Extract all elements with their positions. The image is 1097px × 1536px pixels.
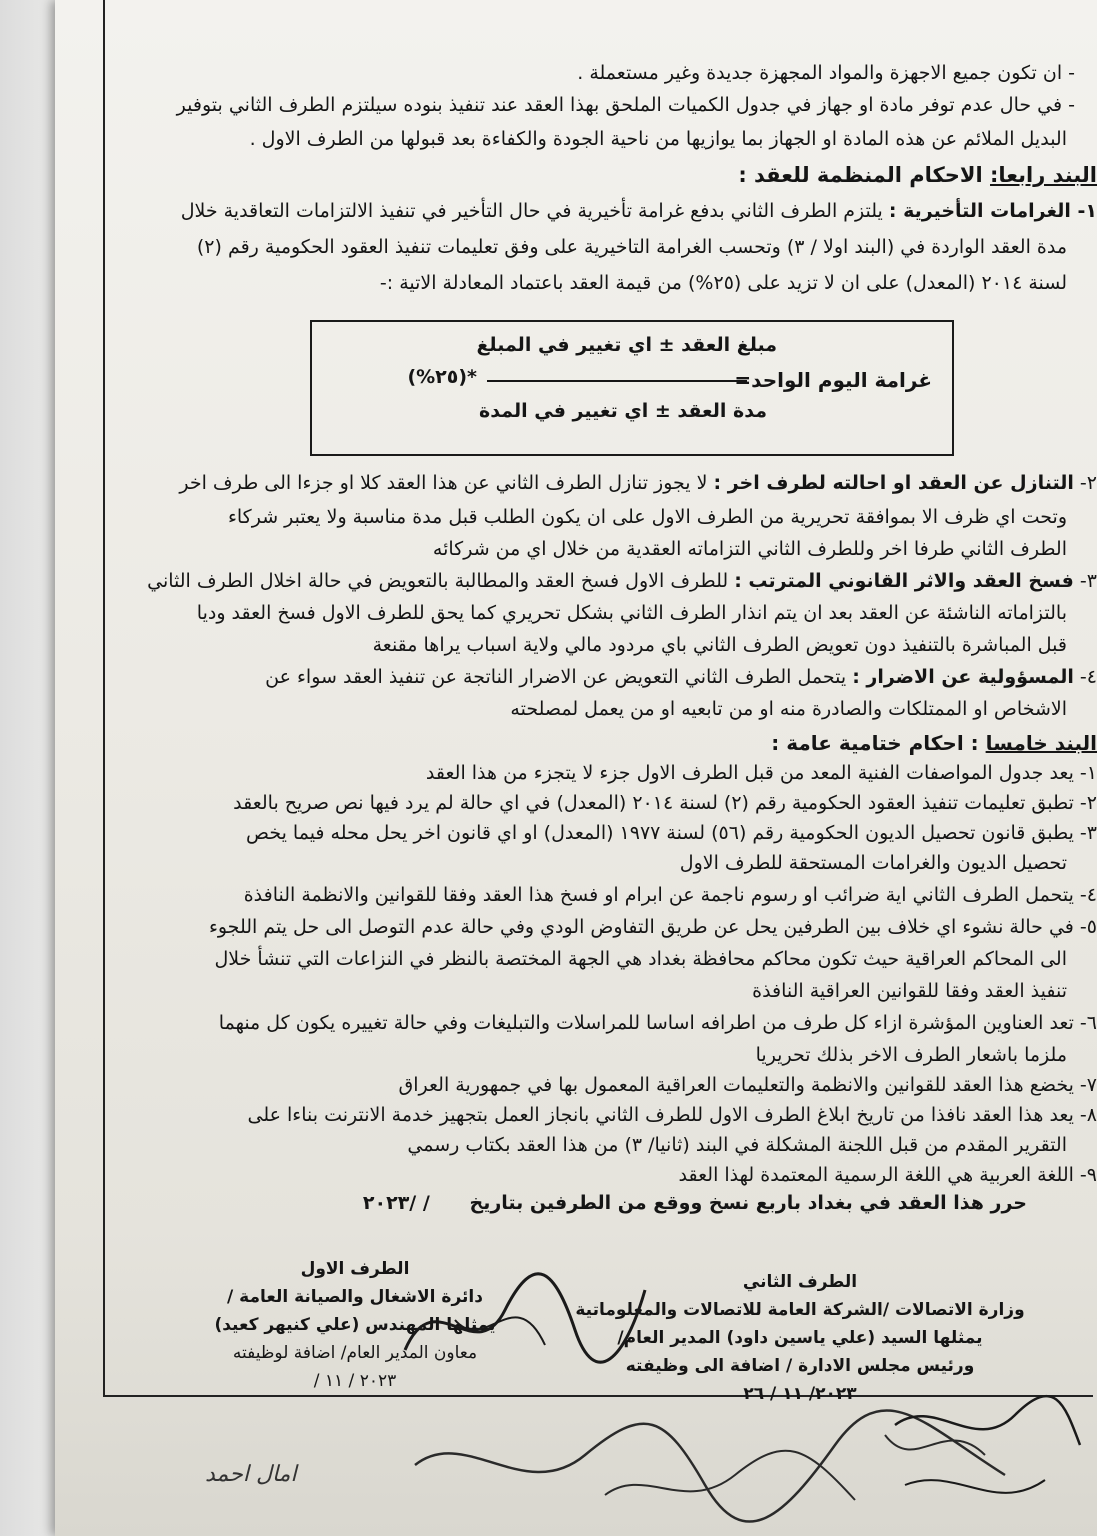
text-line: وتحت اي ظرف الا بموافقة تحريرية من الطرف الاول على ان يكون الطلب قبل مدة مناسبة ولا يعتبر شركاء bbox=[227, 506, 1067, 528]
signature-first-party bbox=[395, 1260, 655, 1380]
formula-multiplier: *(٢٥%) bbox=[407, 366, 477, 388]
clause4-heading bbox=[738, 160, 1097, 190]
closing-text: حرر هذا العقد في بغداد باربع نسخ ووقع من الطرفين بتاريخ bbox=[469, 1192, 1027, 1214]
party-second-line2: يمثلها السيد (علي ياسين داود) المدير العام/ bbox=[617, 1328, 983, 1348]
clause4-item4 bbox=[265, 662, 1097, 692]
clause5-line: ٥- في حالة نشوء اي خلاف بين الطرفين يحل عن طريق التفاوض الودي وفي حالة عدم التوصل الى حل يتم اللجوء bbox=[208, 916, 1097, 938]
formula-left-label: غرامة اليوم الواحد= bbox=[734, 368, 932, 392]
clause5-line: تحصيل الديون والغرامات المستحقة للطرف الاول bbox=[679, 852, 1067, 874]
clause5-line: ملزما باشعار الطرف الاخر بذلك تحريريا bbox=[755, 1044, 1067, 1066]
clause5-line: ٦- تعد العناوين المؤشرة ازاء كل طرف من اطرافه اساسا للمراسلات والتبليغات وفي حالة تغييره يكون كل منهما bbox=[218, 1012, 1097, 1034]
fraction-bar bbox=[487, 380, 747, 382]
party-first-line3: معاون المدير العام/ اضافة لوظيفته bbox=[232, 1343, 478, 1363]
clause5-line: ١- يعد جدول المواصفات الفنية المعد من قبل الطرف الاول جزء لا يتجزء من هذا العقد bbox=[425, 762, 1097, 784]
item-title: التنازل عن العقد او احالته لطرف اخر : bbox=[713, 472, 1074, 494]
formula-numerator: مبلغ العقد ± اي تغيير في المبلغ bbox=[476, 334, 777, 356]
clause4-heading-rest: الاحكام المنظمة للعقد : bbox=[738, 163, 991, 187]
text-line: لسنة ٢٠١٤ (المعدل) على ان لا تزيد على (٢٥%) من قيمة العقد باعتماد المعادلة الاتية :- bbox=[379, 272, 1067, 294]
party-second-line3: ورئيس مجلس الادارة / اضافة الى وظيفته bbox=[625, 1356, 975, 1376]
page-frame-left bbox=[103, 0, 105, 1395]
clause5-line: ٢- تطبق تعليمات تنفيذ العقود الحكومية رقم (٢) لسنة ٢٠١٤ (المعدل) في اي حالة لم يرد فيها نص صريح بالعقد bbox=[233, 792, 1097, 814]
clause5-line: الى المحاكم العراقية حيث تكون محاكم محافظة بغداد هي الجهة المختصة بالنظر في النزاعات التي تنشأ خلال bbox=[214, 948, 1067, 970]
clause5-heading-prefix: البند خامسا bbox=[985, 731, 1097, 755]
item-title: فسخ العقد والاثر القانوني المترتب : bbox=[734, 570, 1074, 592]
clause5-heading bbox=[771, 728, 1097, 758]
contract-page bbox=[55, 0, 1097, 1536]
item-text: لا يجوز تنازل الطرف الثاني عن هذا العقد كلا او جزءا الى طرف اخر bbox=[179, 472, 708, 494]
clause4-heading-prefix: البند رابعا: bbox=[990, 163, 1097, 187]
handwritten-note: امال احمد bbox=[205, 1462, 297, 1487]
text-line: الاشخاص او الممتلكات والصادرة منه او من تابعيه او من يعمل لمصلحته bbox=[510, 698, 1067, 720]
text-line: مدة العقد الواردة في (البند اولا / ٣) وتحسب الغرامة التاخيرية على وفق تعليمات تنفيذ العقود الحكومية رقم (٢) bbox=[196, 236, 1067, 258]
party-first-title: الطرف الاول bbox=[300, 1259, 410, 1279]
clause4-item3 bbox=[147, 566, 1097, 596]
clause4-item1 bbox=[181, 196, 1097, 226]
text-line: بالتزاماته الناشئة عن العقد بعد ان يتم انذار الطرف الثاني بشكل تحريري كما يحق للطرف الاول فسخ العقد وديا bbox=[196, 602, 1067, 624]
clause5-line: ٨- يعد هذا العقد نافذا من تاريخ ابلاغ الطرف الاول للطرف الثاني بانجاز العمل بتجهيز خدمة الانترنت بناءا على bbox=[247, 1104, 1097, 1126]
text-line: قبل المباشرة بالتنفيذ دون تعويض الطرف الثاني باي مردود مالي ولاية اسباب يراها مقنعة bbox=[372, 634, 1067, 656]
item-text: يتحمل الطرف الثاني التعويض عن الاضرار الناتجة عن تنفيذ العقد سواء عن bbox=[265, 666, 847, 688]
text-line: - في حال عدم توفر مادة او جهاز في جدول الكميات الملحق بهذا العقد عند تنفيذ بنوده سيلتزم الطرف الثاني بتوفير bbox=[176, 94, 1075, 116]
clause5-heading-rest: : احكام ختامية عامة : bbox=[771, 731, 986, 755]
item-number: ٤- bbox=[1079, 666, 1097, 688]
party-first-line1: دائرة الاشغال والصيانة العامة / bbox=[227, 1287, 483, 1307]
closing-statement bbox=[363, 1188, 1027, 1218]
clause5-line: تنفيذ العقد وفقا للقوانين العراقية النافذة bbox=[752, 980, 1067, 1002]
item-title: المسؤولية عن الاضرار : bbox=[852, 666, 1074, 688]
penalty-formula-box bbox=[310, 320, 954, 456]
text-line: - ان تكون جميع الاجهزة والمواد المجهزة جديدة وغير مستعملة . bbox=[577, 62, 1075, 84]
clause5-line: ٤- يتحمل الطرف الثاني اية ضرائب او رسوم ناجمة عن ابرام او فسخ هذا العقد وفقا للقوانين والانظمة النافذة bbox=[243, 884, 1097, 906]
clause5-line: ٣- يطبق قانون تحصيل الديون الحكومية رقم (٥٦) لسنة ١٩٧٧ (المعدل) او اي قانون اخر يحل محله فيما يخص bbox=[246, 822, 1097, 844]
clause4-item1-title: ١- الغرامات التأخيرية : bbox=[888, 200, 1097, 222]
party-second-date: ٢٠٢٣/ ١١ / ٢٦ bbox=[743, 1384, 857, 1404]
party-first-date: ٢٠٢٣ / ١١ / bbox=[313, 1371, 397, 1391]
item-text: للطرف الاول فسخ العقد والمطالبة بالتعويض في حالة اخلال الطرف الثاني bbox=[147, 570, 729, 592]
signature-second-party bbox=[885, 1385, 1085, 1525]
text-line: البديل الملائم عن هذه المادة او الجهاز بما يوازيها من ناحية الجودة والكفاءة بعد قبولها من الطرف الاول . bbox=[249, 128, 1067, 150]
item-number: ٣- bbox=[1079, 570, 1097, 592]
clause4-item2 bbox=[179, 468, 1097, 498]
clause5-line: التقرير المقدم من قبل اللجنة المشكلة في البند (ثانيا/ ٣) من هذا العقد بكتاب رسمي bbox=[407, 1134, 1067, 1156]
party-second-line1: وزارة الاتصالات /الشركة العامة للاتصالات والمعلوماتية bbox=[575, 1300, 1025, 1320]
clause5-line: ٩- اللغة العربية هي اللغة الرسمية المعتمدة لهذا العقد bbox=[678, 1164, 1097, 1186]
party-second-title: الطرف الثاني bbox=[742, 1272, 858, 1292]
item-number: ٢- bbox=[1079, 472, 1097, 494]
clause5-line: ٧- يخضع هذا العقد للقوانين والانظمة والتعليمات العراقية المعمول بها في جمهورية العراق bbox=[398, 1074, 1097, 1096]
closing-date: / /٢٠٢٣ bbox=[362, 1192, 430, 1214]
clause4-item1-text: يلتزم الطرف الثاني بدفع غرامة تأخيرية في حال التأخير في تنفيذ الالتزامات التعاقدية خلال bbox=[180, 200, 883, 222]
text-line: الطرف الثاني طرفا اخر وللطرف الثاني التزاماته العقدية من خلال اي من شركائه bbox=[432, 538, 1067, 560]
formula-denominator: مدة العقد ± اي تغيير في المدة bbox=[479, 400, 767, 422]
party-first-line2: يمثلها المهندس (علي كنيهر كعيد) bbox=[214, 1315, 496, 1335]
